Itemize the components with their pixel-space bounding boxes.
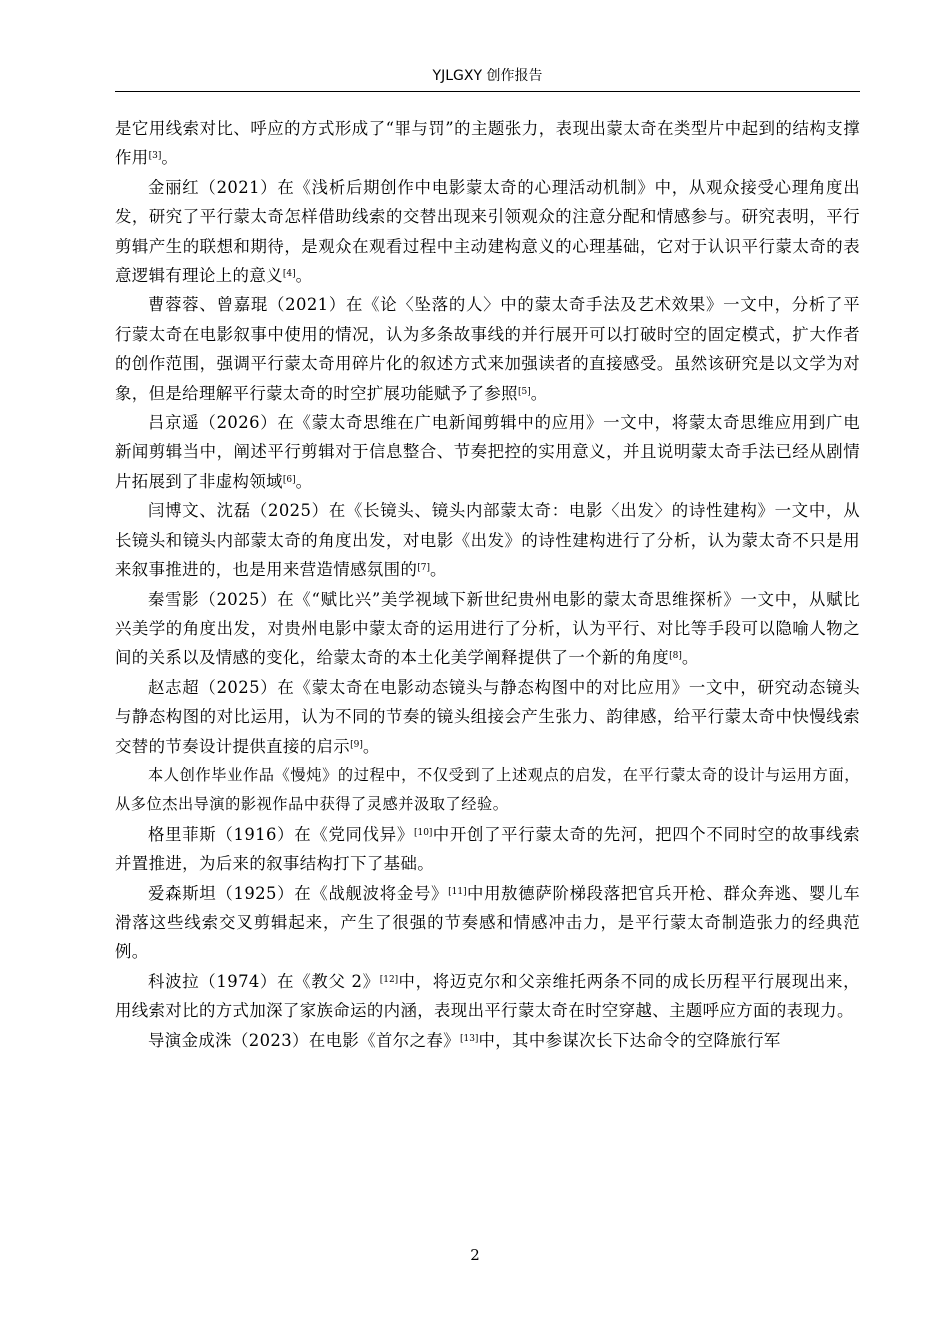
citation-ref: [6] [282,474,296,485]
paragraph [115,673,860,761]
citation-ref: [13] [459,1033,479,1044]
page-header: YJLGXY 创作报告 [432,68,543,84]
paragraph-text: 吕京遥（2026）在《蒙太奇思维在广电新闻剪辑中的应用》一文中，将蒙太奇思维应用到广电新闻剪辑当中，阐述平行剪辑对于信息整合、节奏把控的实用意义，并且说明蒙太奇手法已经从剧情片拓展到了非虚构领域 [115,413,860,491]
paragraph-text-tail: 。 [362,736,380,756]
paragraph [115,173,860,291]
paragraph-text: 本人创作毕业作品《慢炖》的过程中，不仅受到了上述观点的启发，在平行蒙太奇的设计与运用方面，从多位杰出导演的影视作品中获得了灵感并汲取了经验。 [115,765,860,814]
paragraph-text: 科波拉（1974）在《教父 2》 [148,971,380,991]
paragraph [115,967,860,1026]
paragraph-text-tail: 。 [295,266,313,286]
page-number: 2 [470,1246,480,1264]
paragraph-text-tail: 中用敖德萨阶梯段落把官兵开枪、群众奔逃、婴儿车滑落这些线索交叉剪辑起来，产生了很强的节奏感和情感冲击力，是平行蒙太奇制造张力的经典范例。 [115,883,861,962]
citation-ref: [9] [350,739,363,750]
paragraph-text-tail: 。 [161,148,179,168]
body-text [115,114,860,1055]
citation-ref: [3] [148,151,162,162]
paragraph-text: 秦雪影（2025）在《“赋比兴”美学视域下新世纪贵州电影的蒙太奇思维探析》一文中，从赋比兴美学的角度出发，对贵州电影中蒙太奇的运用进行了分析，认为平行、对比等手段可以隐喻人物之间的关系以及情感的变化，给蒙太奇的本土化美学阐释提供了一个新的角度 [115,589,860,668]
paragraph-text: 导演金成洙（2023）在电影《首尔之春》 [148,1030,460,1050]
paragraph-text: 是它用线索对比、呼应的方式形成了“罪与罚”的主题张力，表现出蒙太奇在类型片中起到的结构支撑作用 [115,119,860,168]
paragraph-text: 爱森斯坦（1925）在《战舰波将金号》 [148,883,449,903]
paragraph [115,290,860,408]
paragraph-text-tail: 。 [295,471,313,491]
paragraph-text: 格里菲斯（1916）在《党同伐异》 [148,824,414,844]
paragraph-text-tail: 中开创了平行蒙太奇的先河，把四个不同时空的故事线索并置推进，为后来的叙事结构打下了基础。 [115,824,861,874]
paragraph [115,820,860,879]
paragraph-text-tail: 。 [681,648,699,668]
paragraph-text-tail: 中，将迈克尔和父亲维托两条不同的成长历程平行展现出来，用线索对比的方式加深了家族命运的内涵，表现出平行蒙太奇在时空穿越、主题呼应方面的表现力。 [115,971,860,1021]
header-rule [115,91,860,92]
paragraph [115,114,860,173]
paragraph-text: 金丽红（2021）在《浅析后期创作中电影蒙太奇的心理活动机制》中，从观众接受心理角度出发，研究了平行蒙太奇怎样借助线索的交替出现来引领观众的注意分配和情感参与。研究表明，平行剪辑产生的联想和期待，是观众在观看过程中主动建构意义的心理基础，它对于认识平行蒙太奇的表意逻辑有理论上的意义 [115,177,860,286]
paragraph [115,761,860,820]
paragraph-text-tail: 中，其中参谋次长下达命令的空降旅行军 [478,1030,781,1050]
citation-ref: [7] [417,563,430,574]
paragraph-text-tail: 。 [429,560,447,580]
citation-ref: [10] [413,827,433,838]
paragraph [115,585,860,673]
citation-ref: [12] [379,974,399,985]
citation-ref: [11] [448,886,467,897]
paragraph [115,1026,860,1055]
paragraph [115,879,860,967]
paragraph-text: 赵志超（2025）在《蒙太奇在电影动态镜头与静态构图中的对比应用》一文中，研究动态镜头与静态构图的对比运用，认为不同的节奏的镜头组接会产生张力、韵律感，给平行蒙太奇中快慢线索交替的节奏设计提供直接的启示 [115,677,860,756]
citation-ref: [8] [669,651,682,662]
citation-ref: [5] [517,386,531,397]
paragraph [115,408,860,496]
paragraph [115,496,860,584]
paragraph-text: 闫博文、沈磊（2025）在《长镜头、镜头内部蒙太奇：电影〈出发〉的诗性建构》一文中，从长镜头和镜头内部蒙太奇的角度出发，对电影《出发》的诗性建构进行了分析，认为蒙太奇不只是用来叙事推进的，也是用来营造情感氛围的 [115,501,860,580]
paragraph-text-tail: 。 [530,383,548,403]
citation-ref: [4] [282,269,296,280]
paragraph-text: 曹蓉蓉、曾嘉琨（2021）在《论〈坠落的人〉中的蒙太奇手法及艺术效果》一文中，分析了平行蒙太奇在电影叙事中使用的情况，认为多条故事线的并行展开可以打破时空的固定模式，扩大作者的创作范围，强调平行蒙太奇用碎片化的叙述方式来加强读者的直接感受。虽然该研究是以文学为对象，但是给理解平行蒙太奇的时空扩展功能赋予了参照 [115,295,860,403]
